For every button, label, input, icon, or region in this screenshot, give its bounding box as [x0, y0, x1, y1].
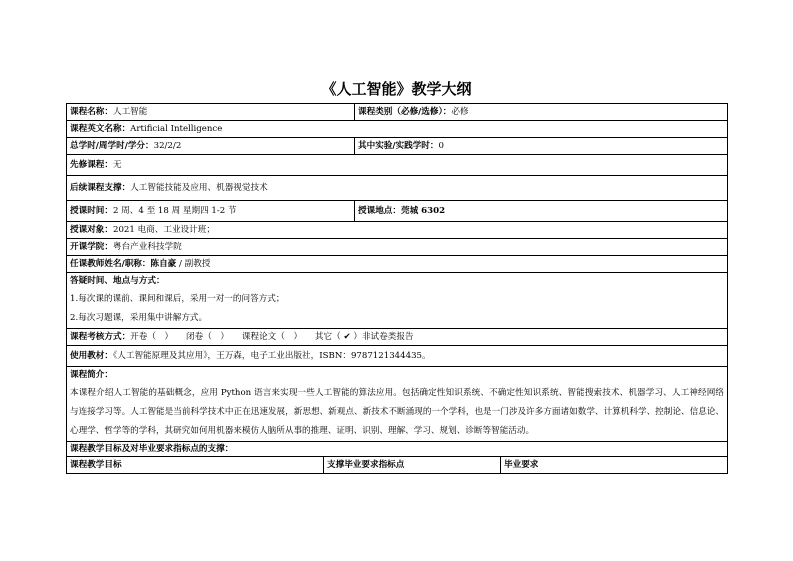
- location-label: 授课地点：: [358, 206, 401, 216]
- cell-location: [355, 201, 728, 222]
- document-title: 《人工智能》教学大纲: [321, 80, 472, 98]
- row-qa: [67, 273, 728, 329]
- row-goals-header: [67, 457, 728, 474]
- course-category-value: 必修: [451, 107, 469, 117]
- schedule-label: 授课时间：: [70, 206, 113, 216]
- follow-up-value: 人工智能技能及应用、机器视觉技术: [130, 183, 268, 193]
- cell-english-name: [67, 121, 728, 138]
- column-teaching-goal: 课程教学目标: [67, 457, 324, 474]
- college-value: 粤台产业科技学院: [112, 242, 182, 252]
- cell-course-category: [355, 104, 728, 121]
- qa-label: 答疑时间、地点与方式：: [70, 276, 165, 286]
- introduction-text: 本课程介绍人工智能的基础概念，应用 Python 语言来实现一些人工智能的算法应用。包括确定性知识系统、不确定性知识系统、智能搜索技术、机器学习、人工神经网络与连接学习等。人工智能是当前科学技术中正在迅速发展，新思想、新观点、新技术不断涌现的一个学科，也是一门涉及许多方面诸如数学、计算机科学、控制论、信息论、心理学、哲学等的学科，其研究如何用机器来模仿人脑所从事的推理、证明、识别、理解、学习、规划、诊断等智能活动。: [70, 388, 725, 436]
- teacher-title: / 副教授: [176, 259, 211, 269]
- row-teacher: [67, 256, 728, 273]
- schedule-value: 2 周、4 至 18 周 星期四 1-2 节: [112, 206, 237, 216]
- course-category-label: 课程类别（必修/选修）：: [358, 107, 452, 117]
- row-college: [67, 239, 728, 256]
- assessment-value: 开卷（ ） 闭卷（ ） 课程论文（ ） 其它（ ✔ ）非试卷类报告: [130, 332, 414, 342]
- cell-qa: [67, 273, 728, 329]
- english-name-label: 课程英文名称：: [70, 124, 131, 134]
- follow-up-label: 后续课程支撑：: [70, 183, 131, 193]
- lab-hours-label: 其中实验/实践学时：: [358, 141, 439, 151]
- cell-introduction: [67, 367, 728, 442]
- row-audience: [67, 222, 728, 239]
- row-course-name: [67, 104, 728, 121]
- location-value: 莞城 6302: [400, 206, 446, 216]
- college-label: 开课学院：: [70, 242, 113, 252]
- cell-textbook: [67, 346, 728, 367]
- cell-hours: [67, 138, 355, 155]
- cell-prerequisite: [67, 155, 728, 176]
- row-schedule: [67, 201, 728, 222]
- introduction-label: 课程简介：: [70, 370, 113, 380]
- syllabus-table: [66, 103, 728, 474]
- english-name-value: Artificial Intelligence: [130, 124, 223, 134]
- row-hours: [67, 138, 728, 155]
- course-name-label: 课程名称：: [70, 107, 113, 117]
- column-requirement: 毕业要求: [501, 457, 728, 474]
- cell-lab-hours: [355, 138, 728, 155]
- row-follow-up: [67, 176, 728, 201]
- row-textbook: [67, 346, 728, 367]
- qa-line-1: 1.每次课的课前、课间和课后，采用一对一的问答方式；: [70, 294, 285, 304]
- audience-label: 授课对象：: [70, 225, 113, 235]
- textbook-value: 《人工智能原理及其应用》，王万森，电子工业出版社，ISBN：9787121344435。: [112, 351, 431, 361]
- textbook-label: 使用教材：: [70, 351, 113, 361]
- cell-teacher: [67, 256, 728, 273]
- cell-assessment: [67, 329, 728, 346]
- row-goals-heading: [67, 442, 728, 457]
- cell-college: [67, 239, 728, 256]
- goals-heading: 课程教学目标及对毕业要求指标点的支撑：: [67, 442, 728, 457]
- row-assessment: [67, 329, 728, 346]
- lab-hours-value: 0: [438, 141, 444, 151]
- cell-schedule: [67, 201, 355, 222]
- cell-course-name: [67, 104, 355, 121]
- course-name-value: 人工智能: [112, 107, 148, 117]
- teacher-label: 任课教师姓名/职称：: [70, 259, 151, 269]
- prerequisite-label: 先修课程：: [70, 160, 113, 170]
- hours-value: 32/2/2: [153, 141, 182, 151]
- prerequisite-value: 无: [112, 160, 122, 170]
- hours-label: 总学时/周学时/学分：: [70, 141, 154, 151]
- row-introduction: [67, 367, 728, 442]
- row-prerequisite: [67, 155, 728, 176]
- cell-follow-up: [67, 176, 728, 201]
- column-indicator: 支撑毕业要求指标点: [324, 457, 501, 474]
- row-english-name: [67, 121, 728, 138]
- assessment-label: 课程考核方式：: [70, 332, 131, 342]
- teacher-name: 陈自豪: [150, 259, 177, 269]
- qa-line-2: 2.每次习题课，采用集中讲解方式。: [70, 313, 208, 323]
- audience-value: 2021 电商、工业设计班；: [112, 225, 215, 235]
- cell-audience: [67, 222, 728, 239]
